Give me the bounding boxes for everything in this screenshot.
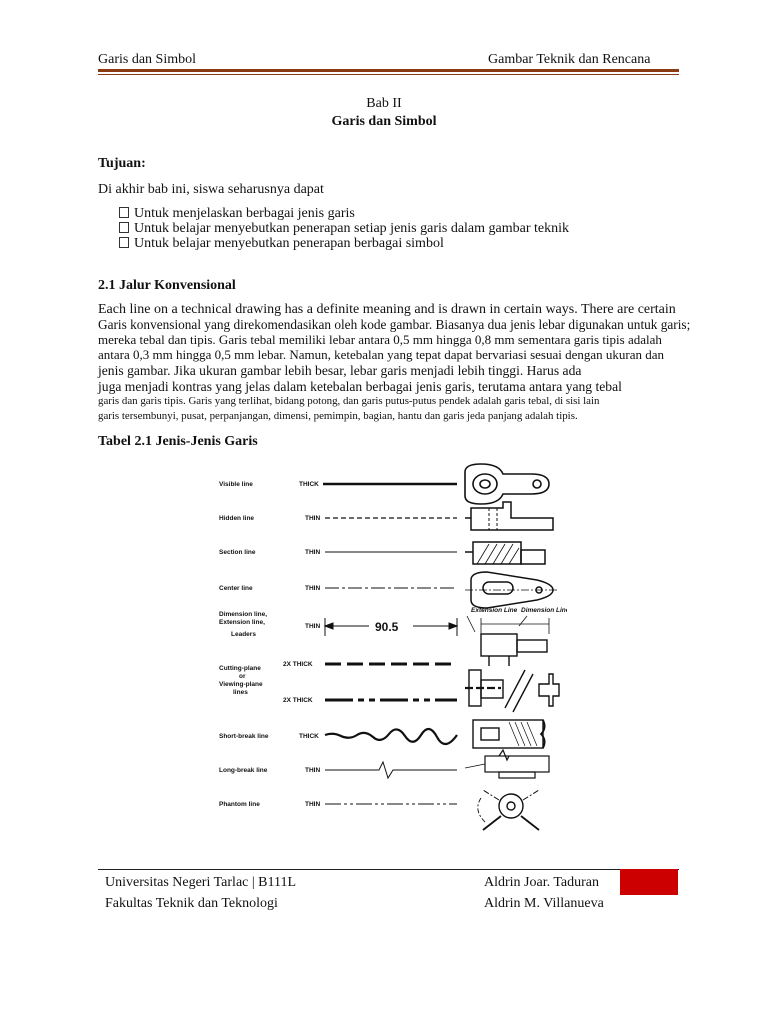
footer-author-1: Aldrin Joar. Taduran (484, 875, 600, 890)
short-break-part-sketch (473, 720, 545, 748)
row-weight-visible: THICK (299, 481, 319, 488)
row-weight-cutting-a: 2X THICK (283, 661, 313, 668)
objective-text: Untuk belajar menyebutkan penerapan setiap jenis garis dalam gambar teknik (134, 221, 570, 236)
checkbox-icon (119, 207, 129, 218)
short-break-sample (325, 729, 457, 744)
row-name-visible: Visible line (219, 481, 253, 488)
header-title-left: Garis dan Simbol (98, 52, 196, 67)
line-types-figure (203, 456, 567, 836)
objective-text: Untuk menjelaskan berbagai jenis garis (134, 206, 355, 221)
body-line: Garis konvensional yang direkomendasikan oleh kode gambar. Biasanya dua jenis lebar digunakan untuk garis; (98, 317, 691, 332)
dimension-value: 90.5 (375, 620, 399, 634)
row-name-hidden: Hidden line (219, 515, 255, 522)
row-name-lines: lines (233, 689, 248, 696)
row-name-short-break: Short-break line (219, 733, 269, 740)
row-name-cutting: Cutting-plane (219, 665, 261, 672)
row-name-long-break: Long-break line (219, 767, 268, 774)
cutting-part-sketch (465, 670, 559, 712)
objective-text: Untuk belajar menyebutkan penerapan berbagai simbol (134, 236, 444, 251)
long-break-sample (325, 762, 457, 778)
row-weight-center: THIN (305, 585, 321, 592)
body-line: jenis gambar. Jika ukuran gambar lebih besar, lebar garis menjadi lebih tinggi. Harus ada (98, 363, 582, 378)
header-rule (98, 69, 679, 72)
row-weight-cutting-b: 2X THICK (283, 697, 313, 704)
body-line: antara 0,3 mm hingga 0,5 mm lebar. Namun, ketebalan yang tepat dapat bervariasi sesuai dengan ukuran dan (98, 347, 665, 362)
dimension-part-sketch (467, 616, 549, 666)
header-title-right: Gambar Teknik dan Rencana (488, 52, 651, 67)
chapter-title: Garis dan Simbol (331, 114, 437, 129)
section-heading: 2.1 Jalur Konvensional (98, 278, 236, 293)
footer-rule (98, 869, 679, 870)
callout-extension: Extension Line (471, 607, 518, 614)
section-part-sketch (465, 542, 545, 564)
objectives-heading: Tujuan: (98, 156, 146, 171)
footer-university: Universitas Negeri Tarlac | B111L (105, 875, 297, 890)
row-name-leaders: Leaders (231, 631, 256, 638)
objective-item (119, 236, 444, 252)
phantom-part-sketch (478, 790, 539, 830)
row-weight-phantom: THIN (305, 801, 321, 808)
body-line: Each line on a technical drawing has a definite meaning and is drawn in certain ways. There are certain (98, 302, 676, 317)
line-types-diagram (203, 456, 567, 836)
checkbox-icon (119, 237, 129, 248)
row-name-section: Section line (219, 549, 256, 556)
body-line: juga menjadi kontras yang jelas dalam ketebalan berbagai jenis garis, terutama antara yang tebal (98, 379, 622, 394)
footer-accent-block (620, 869, 678, 895)
chapter-number: Bab II (366, 96, 402, 111)
checkbox-icon (119, 222, 129, 233)
row-name-viewing: Viewing-plane (219, 681, 263, 688)
footer-author-2: Aldrin M. Villanueva (484, 896, 604, 911)
visible-part-sketch (465, 464, 549, 504)
row-name-extension: Extension line, (219, 619, 265, 626)
row-weight-hidden: THIN (305, 515, 321, 522)
objectives-intro: Di akhir bab ini, siswa seharusnya dapat (98, 182, 324, 197)
body-line: garis dan garis tipis. Garis yang terlihat, bidang potong, dan garis putus-putus pendek adalah garis tebal, di sisi lain (98, 395, 600, 407)
row-weight-section: THIN (305, 549, 321, 556)
objective-item (119, 221, 569, 237)
center-part-sketch (465, 572, 559, 608)
long-break-part-sketch (465, 750, 549, 778)
body-line: garis tersembunyi, pusat, perpanjangan, dimensi, pemimpin, bagian, hantu dan garis jeda panjang adalah tipis. (98, 410, 578, 422)
row-name-dimension: Dimension line, (219, 611, 268, 618)
table-caption: Tabel 2.1 Jenis-Jenis Garis (98, 434, 258, 449)
row-name-center: Center line (219, 585, 253, 592)
footer-faculty: Fakultas Teknik dan Teknologi (105, 896, 278, 911)
objective-item (119, 206, 355, 222)
row-weight-short-break: THICK (299, 733, 319, 740)
callout-dimension: Dimension Line (521, 607, 567, 614)
row-weight-long-break: THIN (305, 767, 321, 774)
row-name-or: or (239, 673, 246, 680)
hidden-part-sketch (465, 502, 553, 530)
header-rule-thin (98, 74, 679, 75)
body-line: mereka tebal dan tipis. Garis tebal memiliki lebar antara 0,5 mm hingga 0,8 mm sementara garis tipis adalah (98, 332, 662, 347)
row-name-phantom: Phantom line (219, 801, 260, 808)
row-weight-dimension: THIN (305, 623, 321, 630)
